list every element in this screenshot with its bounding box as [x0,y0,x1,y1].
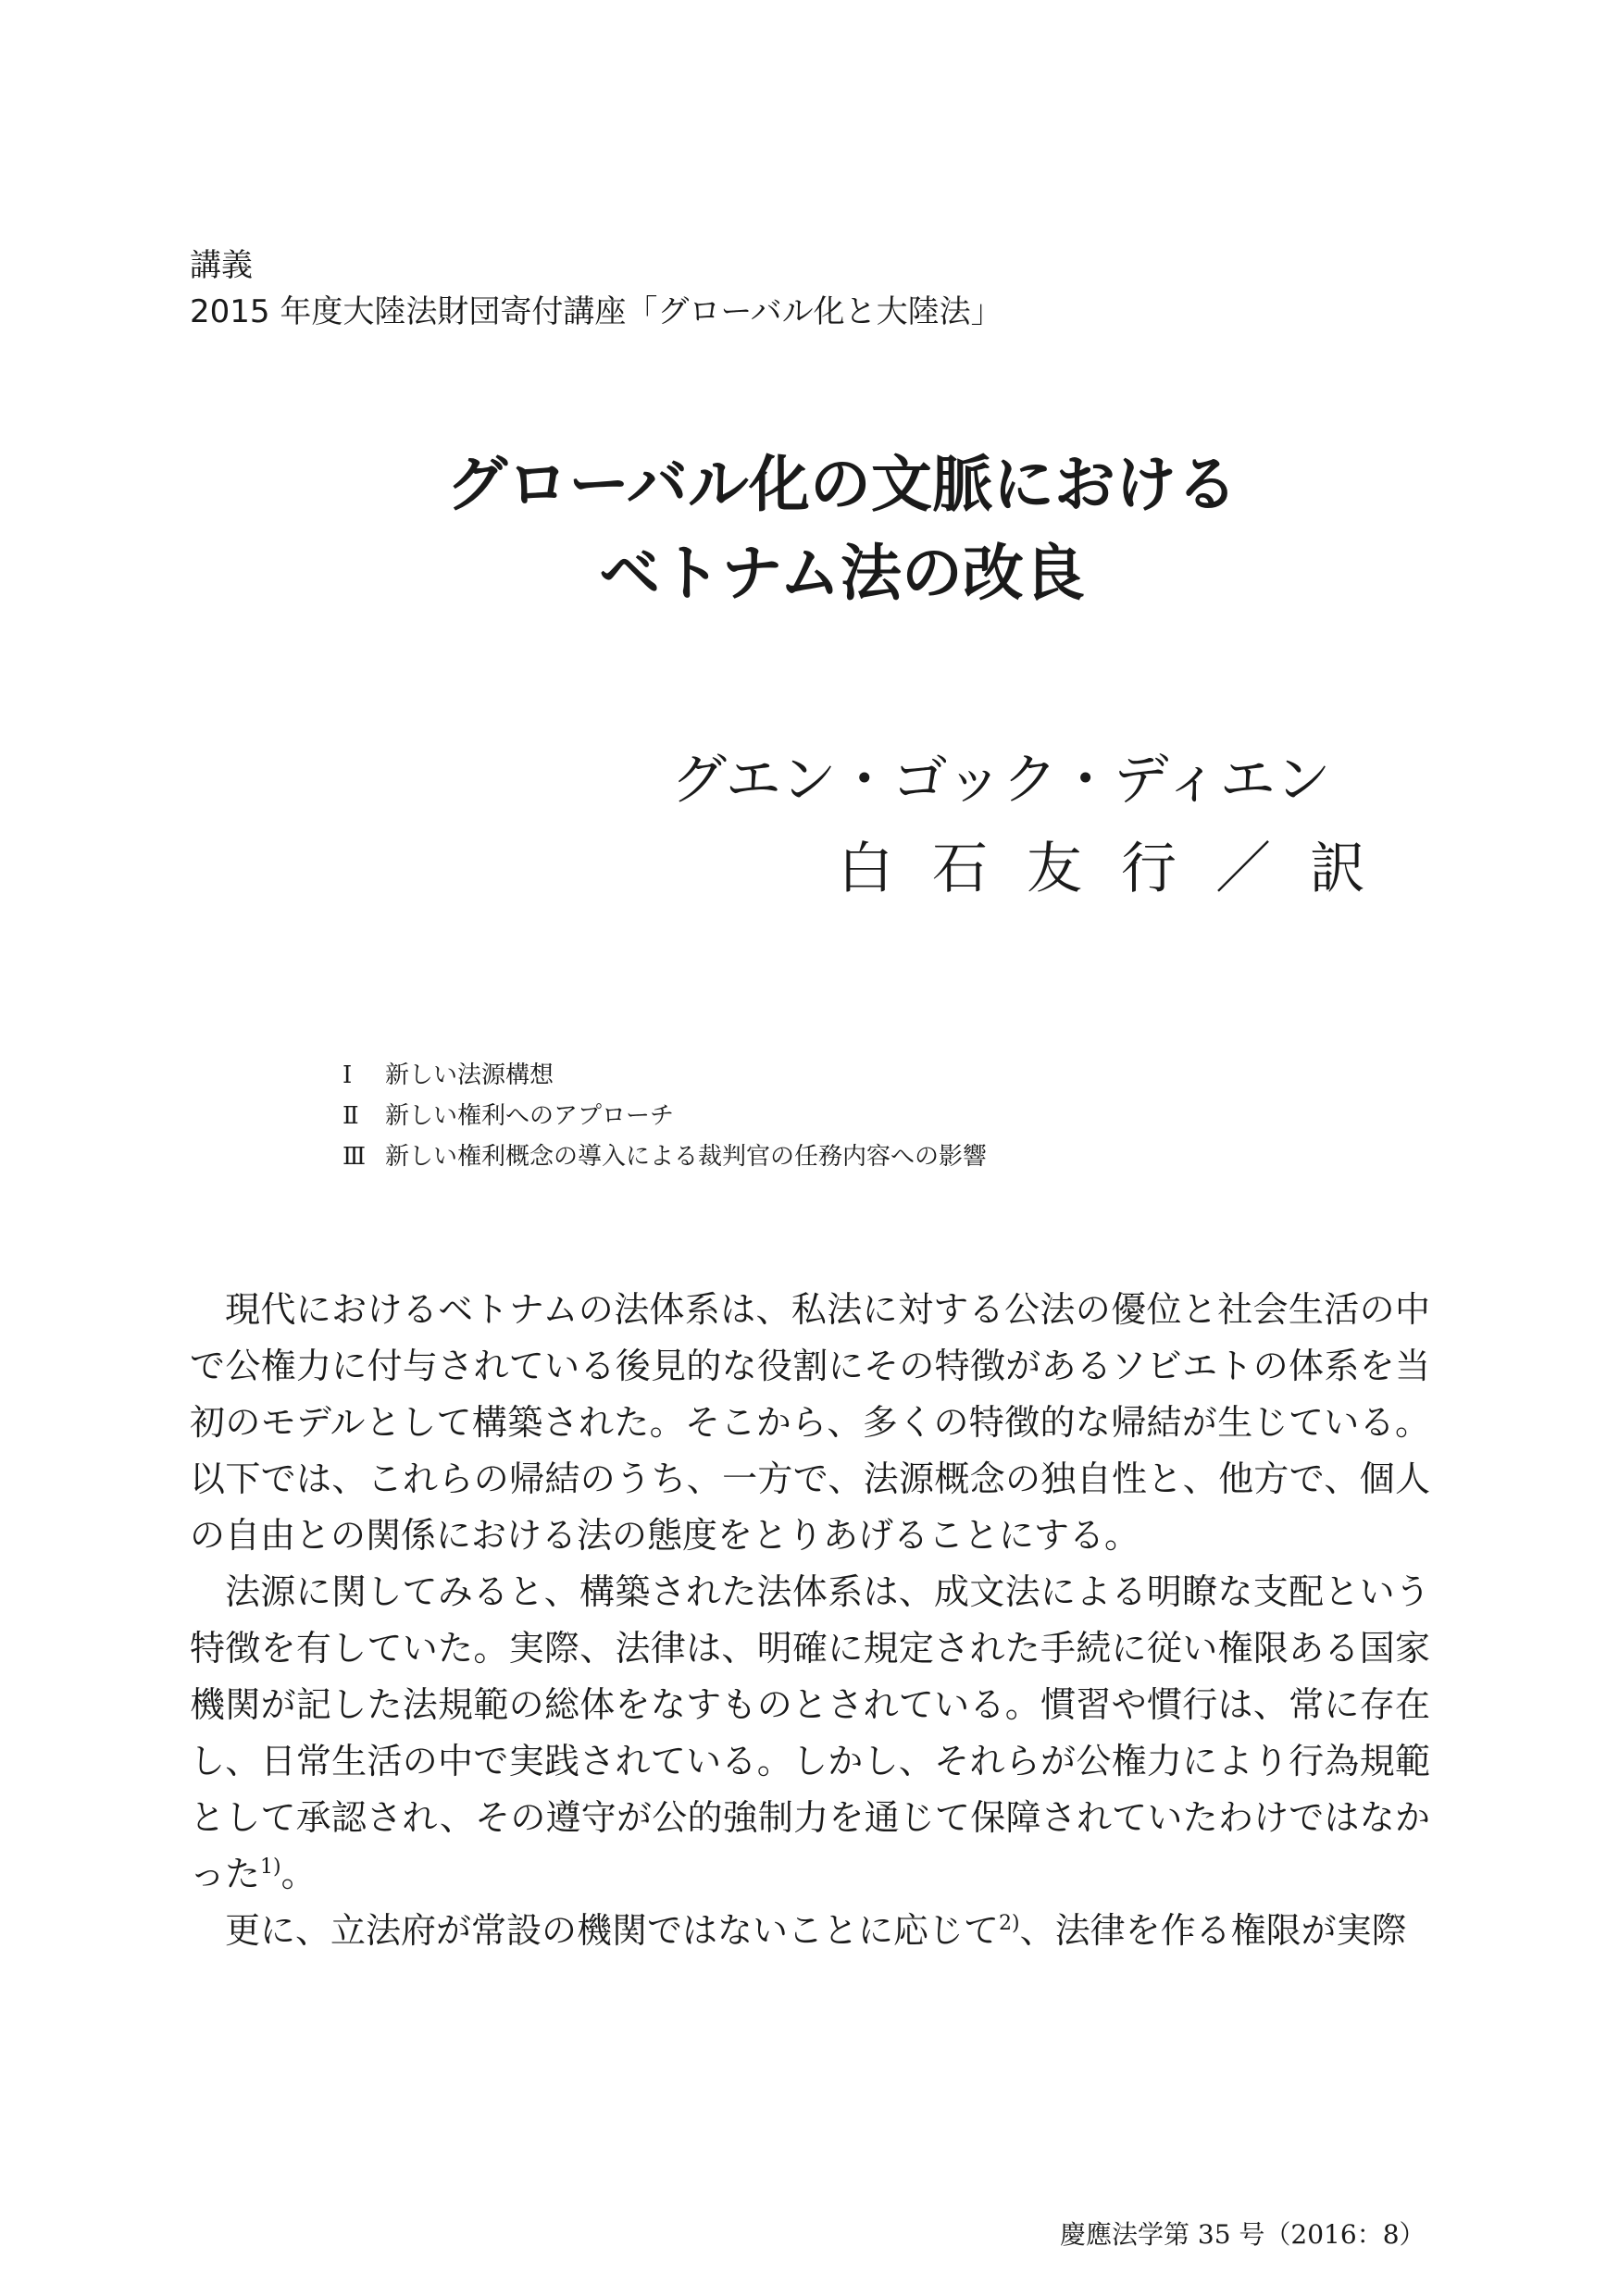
series-label: 2015 年度大陸法財団寄付講座「グローバル化と大陸法」 [190,293,1003,330]
toc-number: Ⅲ [342,1143,367,1171]
toc-item [342,1055,987,1096]
author-name: グエン・ゴック・ディエン [671,748,1331,813]
toc-number: Ⅰ [342,1061,353,1089]
paragraph-2-text: 法源に関してみると、構築された法体系は、成文法による明瞭な支配という特徴を有していた。実際、法律は、明確に規定された手続に従い権限ある国家機関が記した法規範の総体をなすものとされている。慣習や慣行は、常に存在し、日常生活の中で実践されている。しかし、それらが公権力により行為規範として承認され、その遵守が公的強制力を通じて保障されていたわけではなかった [190,1571,1430,1894]
toc-number: Ⅱ [342,1102,359,1130]
toc-item [342,1136,987,1177]
paragraph-2 [190,1564,1430,1903]
category-label: 講義 [190,247,253,284]
footnote-ref-1[interactable]: 1) [260,1855,281,1879]
article-body [190,1282,1430,1959]
paragraph-3 [190,1903,1430,1959]
title-line-2: ベトナム法の改良 [599,537,1085,609]
translator-name: 白石友行／訳 [838,837,1404,901]
toc-label: 新しい権利へのアプローチ [385,1102,675,1130]
toc-label: 新しい権利概念の導入による裁判官の任務内容への影響 [385,1143,988,1171]
paragraph-3-text: 更に、立法府が常設の機関ではないことに応じて [225,1910,1000,1951]
footnote-ref-2[interactable]: 2) [999,1912,1020,1935]
paragraph-3-end: 、法律を作る権限が実際 [1019,1910,1407,1951]
table-of-contents [342,1055,987,1177]
toc-item [342,1096,987,1136]
page-header [190,242,1003,335]
page-footer: 慶應法学第 35 号（2016：8） [1060,2219,1426,2250]
paragraph-1: 現代におけるベトナムの法体系は、私法に対する公法の優位と社会生活の中で公権力に付与されている後見的な役割にその特徴があるソビエトの体系を当初のモデルとして構築された。そこから、多くの特徴的な帰結が生じている。以下では、これらの帰結のうち、一方で、法源概念の独自性と、他方で、個人の自由との関係における法の態度をとりあげることにする。 [190,1289,1430,1556]
paragraph-2-end: 。 [280,1854,317,1894]
title-line-1: グローバル化の文脈における [446,448,1238,520]
toc-label: 新しい法源構想 [385,1061,554,1089]
article-title [0,440,1619,617]
